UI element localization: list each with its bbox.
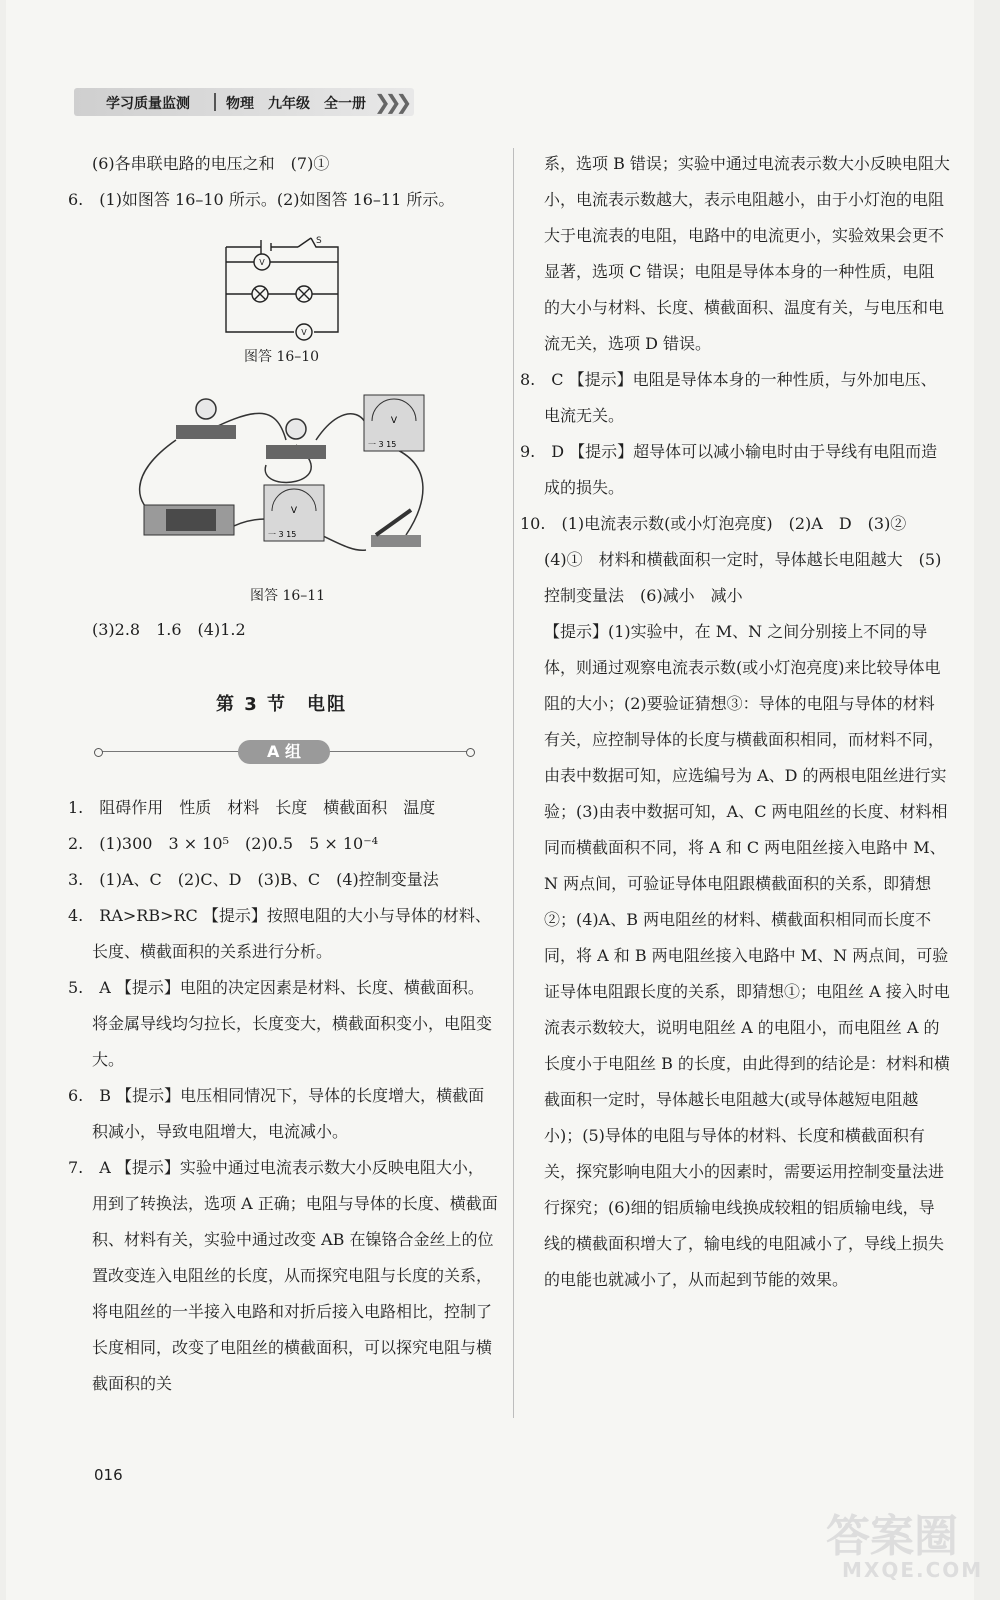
answer-item: 1. 阻碍作用 性质 材料 长度 横截面积 温度 bbox=[68, 798, 436, 817]
left-top-lines bbox=[68, 146, 498, 218]
group-divider bbox=[98, 740, 470, 764]
header-title: 学习质量监测 bbox=[106, 96, 190, 112]
answer-item: 2. (1)300 3 × 10⁵ (2)0.5 5 × 10⁻⁴ bbox=[68, 834, 379, 853]
switch-icon bbox=[371, 535, 421, 547]
meter-scale-label: 一 3 15 bbox=[268, 530, 297, 539]
svg-text:V: V bbox=[390, 416, 398, 426]
answer-item: 3. (1)A、C (2)C、D (3)B、C (4)控制变量法 bbox=[68, 870, 439, 889]
answer-item: 8. C 【提示】电阻是导体本身的一种性质，与外加电压、电流无关。 bbox=[520, 370, 937, 425]
divider-dot-icon bbox=[466, 748, 475, 757]
lamp-base bbox=[266, 445, 326, 459]
answer-line: (3)2.8 1.6 (4)1.2 bbox=[92, 620, 246, 639]
svg-text:V: V bbox=[301, 328, 307, 337]
answer-paragraph: 系，选项 B 错误；实验中通过电流表示数大小反映电阻大小，电流表示数越大，表示电阻越小，由于小灯泡的电阻大于电流表的电阻，电路中的电流更小，实验效果会更不显著，选项 C 错误；电阻是导体本身的一种性质，电阻的大小与材料、长度、横截面积、温度有关，与电压和电流无关，选项 D 错误。 bbox=[544, 154, 950, 353]
figure-caption: 图答 16–11 bbox=[250, 588, 326, 604]
answer-item: 5. A 【提示】电阻的决定因素是材料、长度、横截面积。将金属导线均匀拉长，长度变大，横截面积变小，电阻变大。 bbox=[68, 978, 493, 1069]
answer-item: 9. D 【提示】超导体可以减小输电时由于导线有电阻而造成的损失。 bbox=[520, 442, 938, 497]
answer-line: 6. (1)如图答 16–10 所示。(2)如图答 16–11 所示。 bbox=[68, 190, 455, 209]
right-answers bbox=[520, 146, 950, 1298]
group-badge: A 组 bbox=[238, 740, 330, 764]
answer-item: 7. A 【提示】实验中通过电流表示数大小反映电阻大小，用到了转换法，选项 A 正确；电阻与导体的长度、横截面积、材料有关，实验中通过改变 AB 在镍铬合金丝上的位置改变连入电阻丝的长度，从而探究电阻与长度的关系，将电阻丝的一半接入电路和对折后接入电路相比，控制了长度相同，改变了电阻丝的横截面积，可以探究电阻与横截面积的关 bbox=[68, 1158, 498, 1393]
circuit-diagram-16-10 bbox=[216, 232, 346, 342]
hint-paragraph: 【提示】(1)实验中，在 M、N 之间分别接上不同的导体，则通过观察电流表示数(或小灯泡亮度)来比较导体电阻的大小；(2)要验证猜想③：导体的电阻与导体的材料有关，应控制导体的长度与横截面积相同，而材料不同，由表中数据可知，应选编号为 A、D 的两根电阻丝进行实验；(3)由表中数据可知，A、C 两电阻丝的长度、材料相同而横截面积不同，将 A 和 C 两电阻丝接入电路中 M、N 两点间，可验证导体电阻跟横截面积的关系，即猜想②；(4)A、B 两电阻丝的材料、横截面积相同而长度不同，将 A 和 B 两电阻丝接入电路中 M、N 两点间，可验证导体电阻跟长度的关系，即猜想①；电阻丝 A 接入时电流表示数较大，说明电阻丝 A 的电阻小，而电阻丝 A 的长度小于电阻丝 B 的长度，由此得到的结论是：材料和横截面积一定时，导体越长电阻越大(或导体越短电阻越小)；(5)导体的电阻与导体的材料、长度和横截面积有关，探究影响电阻大小的因素时，需要运用控制变量法进行探究；(6)细的铝质输电线换成较粗的铝质输电线，导线的横截面积增大了，输电线的电阻减小了，导线上损失的电能也就减小了，从而起到节能的效果。 bbox=[544, 622, 950, 1289]
left-result-line bbox=[92, 612, 492, 648]
circuit-photo-16-11 bbox=[136, 385, 446, 565]
section-title: 第 3 节 电阻 bbox=[216, 694, 348, 715]
watermark-url: MXQE.COM bbox=[842, 1558, 984, 1582]
left-answers bbox=[68, 790, 498, 1402]
svg-text:V: V bbox=[259, 258, 265, 267]
switch-label: S bbox=[316, 236, 322, 246]
divider-dot-icon bbox=[94, 748, 103, 757]
answer-item: 6. B 【提示】电压相同情况下，导体的长度增大，横截面积减小，导致电阻增大，电流减小。 bbox=[68, 1086, 485, 1141]
figure-caption: 图答 16–10 bbox=[244, 349, 320, 365]
book-page bbox=[6, 0, 984, 1600]
header-separator bbox=[214, 93, 216, 111]
bulb-icon bbox=[196, 399, 216, 419]
watermark-logo: 答案圈 bbox=[826, 1511, 958, 1562]
answer-item: 4. RA>RB>RC 【提示】按照电阻的大小与导体的材料、长度、横截面积的关系进行分析。 bbox=[68, 906, 491, 961]
bulb-icon bbox=[286, 419, 306, 439]
column-divider bbox=[513, 148, 514, 1418]
answer-item: 10. (1)电流表示数(或小灯泡亮度) (2)A D (3)② (4)① 材料和横截面积一定时，导体越长电阻越大 (5)控制变量法 (6)减小 减小 bbox=[520, 514, 942, 605]
svg-text:V: V bbox=[290, 506, 298, 516]
meter-scale-label: 一 3 15 bbox=[368, 440, 397, 449]
header-subtitle: 物理 九年级 全一册 bbox=[226, 96, 366, 112]
answer-line: (6)各串联电路的电压之和 (7)① bbox=[92, 154, 330, 173]
chevron-right-icon: ❯❯❯ bbox=[374, 90, 407, 114]
page-number: 016 bbox=[94, 1466, 123, 1484]
lamp-base bbox=[176, 425, 236, 439]
page-header bbox=[74, 88, 434, 116]
